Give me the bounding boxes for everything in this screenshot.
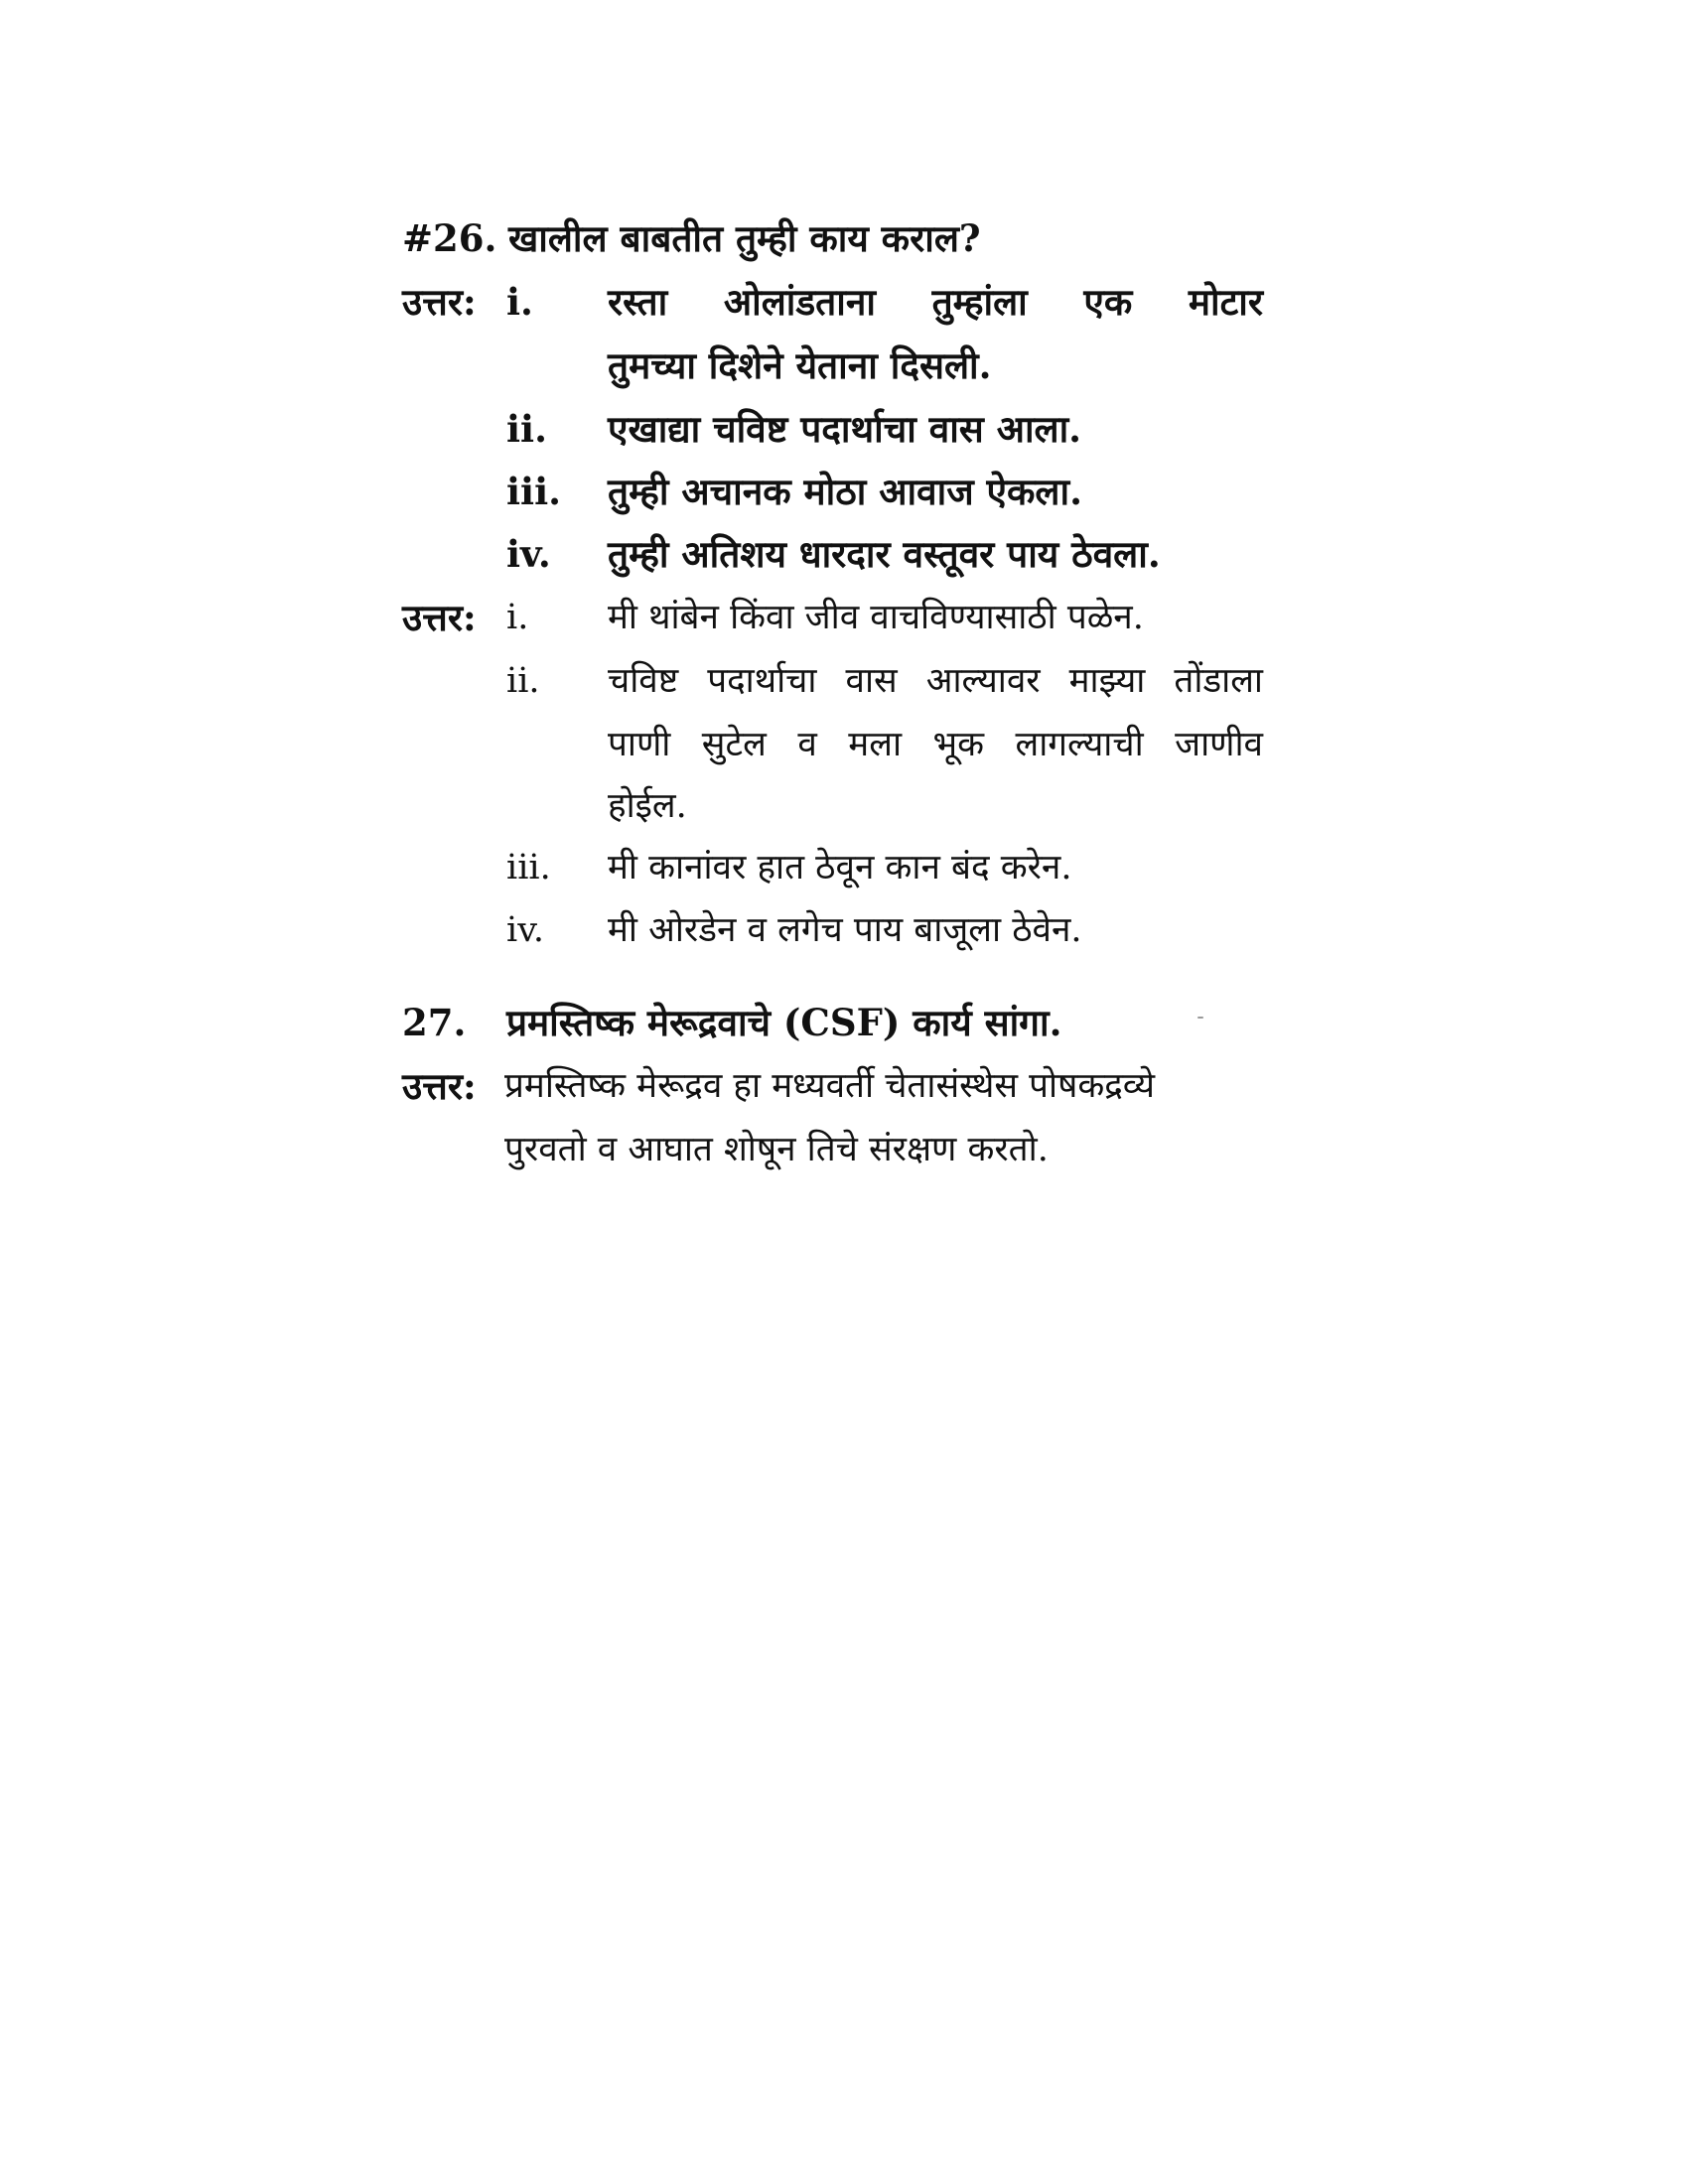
item-roman: i. (506, 280, 533, 324)
answer-27-line-2 (0, 1118, 1688, 1181)
question-26-heading (0, 206, 1688, 270)
answer-text: पाणी सुटेल व मला भूक लागल्याची जाणीव (608, 725, 1263, 764)
item-text: रस्ता ओलांडताना तुम्हांला एक मोटार (608, 280, 1263, 324)
answer-26-item-2-line-2 (0, 713, 1688, 776)
scan-speck (1197, 1017, 1203, 1019)
answer-roman: ii. (506, 661, 540, 701)
question-26-item-2 (0, 397, 1688, 461)
question-26-item-1-line-1 (0, 270, 1688, 334)
answer-26-item-3 (0, 836, 1688, 899)
item-roman: ii. (506, 407, 547, 451)
question-26-item-1-line-2 (0, 334, 1688, 397)
item-text: एखाद्या चविष्ट पदार्थाचा वास आला. (608, 407, 1082, 451)
question-number: 27. (402, 1001, 467, 1044)
answer-text: प्रमस्तिष्क मेरूद्रव हा मध्यवर्ती चेतासंस्थेस पोषकद्रव्ये (504, 1066, 1156, 1106)
answer-26-item-4 (0, 898, 1688, 962)
answer-text: मी कानांवर हात ठेवून कान बंद करेन. (608, 848, 1072, 887)
answer-roman: i. (506, 598, 529, 637)
question-26-item-4 (0, 522, 1688, 586)
answer-roman: iii. (506, 848, 551, 887)
answer-text: चविष्ट पदार्थाचा वास आल्यावर माझ्या तोंडाला (608, 661, 1263, 701)
item-roman: iv. (506, 532, 551, 576)
question-27-heading (0, 991, 1688, 1054)
item-text: तुम्ही अचानक मोठा आवाज ऐकला. (608, 470, 1082, 513)
answer-26-item-2-line-1 (0, 649, 1688, 713)
answer-text: मी ओरडेन व लगेच पाय बाजूला ठेवेन. (608, 910, 1082, 950)
item-text: तुमच्या दिशेने येताना दिसली. (608, 343, 992, 387)
answer-text: होईल. (608, 786, 687, 826)
question-text: प्रमस्तिष्क मेरूद्रवाचे (CSF) कार्य सांगा. (506, 1001, 1062, 1044)
answer-roman: iv. (506, 910, 544, 950)
answer-26-item-2-line-3 (0, 774, 1688, 838)
answer-label: उत्तर: (402, 280, 477, 324)
question-text: खालील बाबतीत तुम्ही काय कराल? (508, 216, 981, 260)
answer-text: पुरवतो व आघात शोषून तिचे संरक्षण करतो. (504, 1130, 1049, 1169)
answer-label: उत्तर: (402, 596, 477, 639)
item-roman: iii. (506, 470, 562, 513)
answer-26-item-1 (0, 586, 1688, 649)
answer-label: उत्तर: (402, 1064, 477, 1108)
question-26-item-3 (0, 460, 1688, 523)
answer-27-line-1 (0, 1054, 1688, 1118)
item-text: तुम्ही अतिशय धारदार वस्तूवर पाय ठेवला. (608, 532, 1161, 576)
answer-text: मी थांबेन किंवा जीव वाचविण्यासाठी पळेन. (608, 598, 1144, 637)
question-number: #26. (402, 216, 497, 260)
